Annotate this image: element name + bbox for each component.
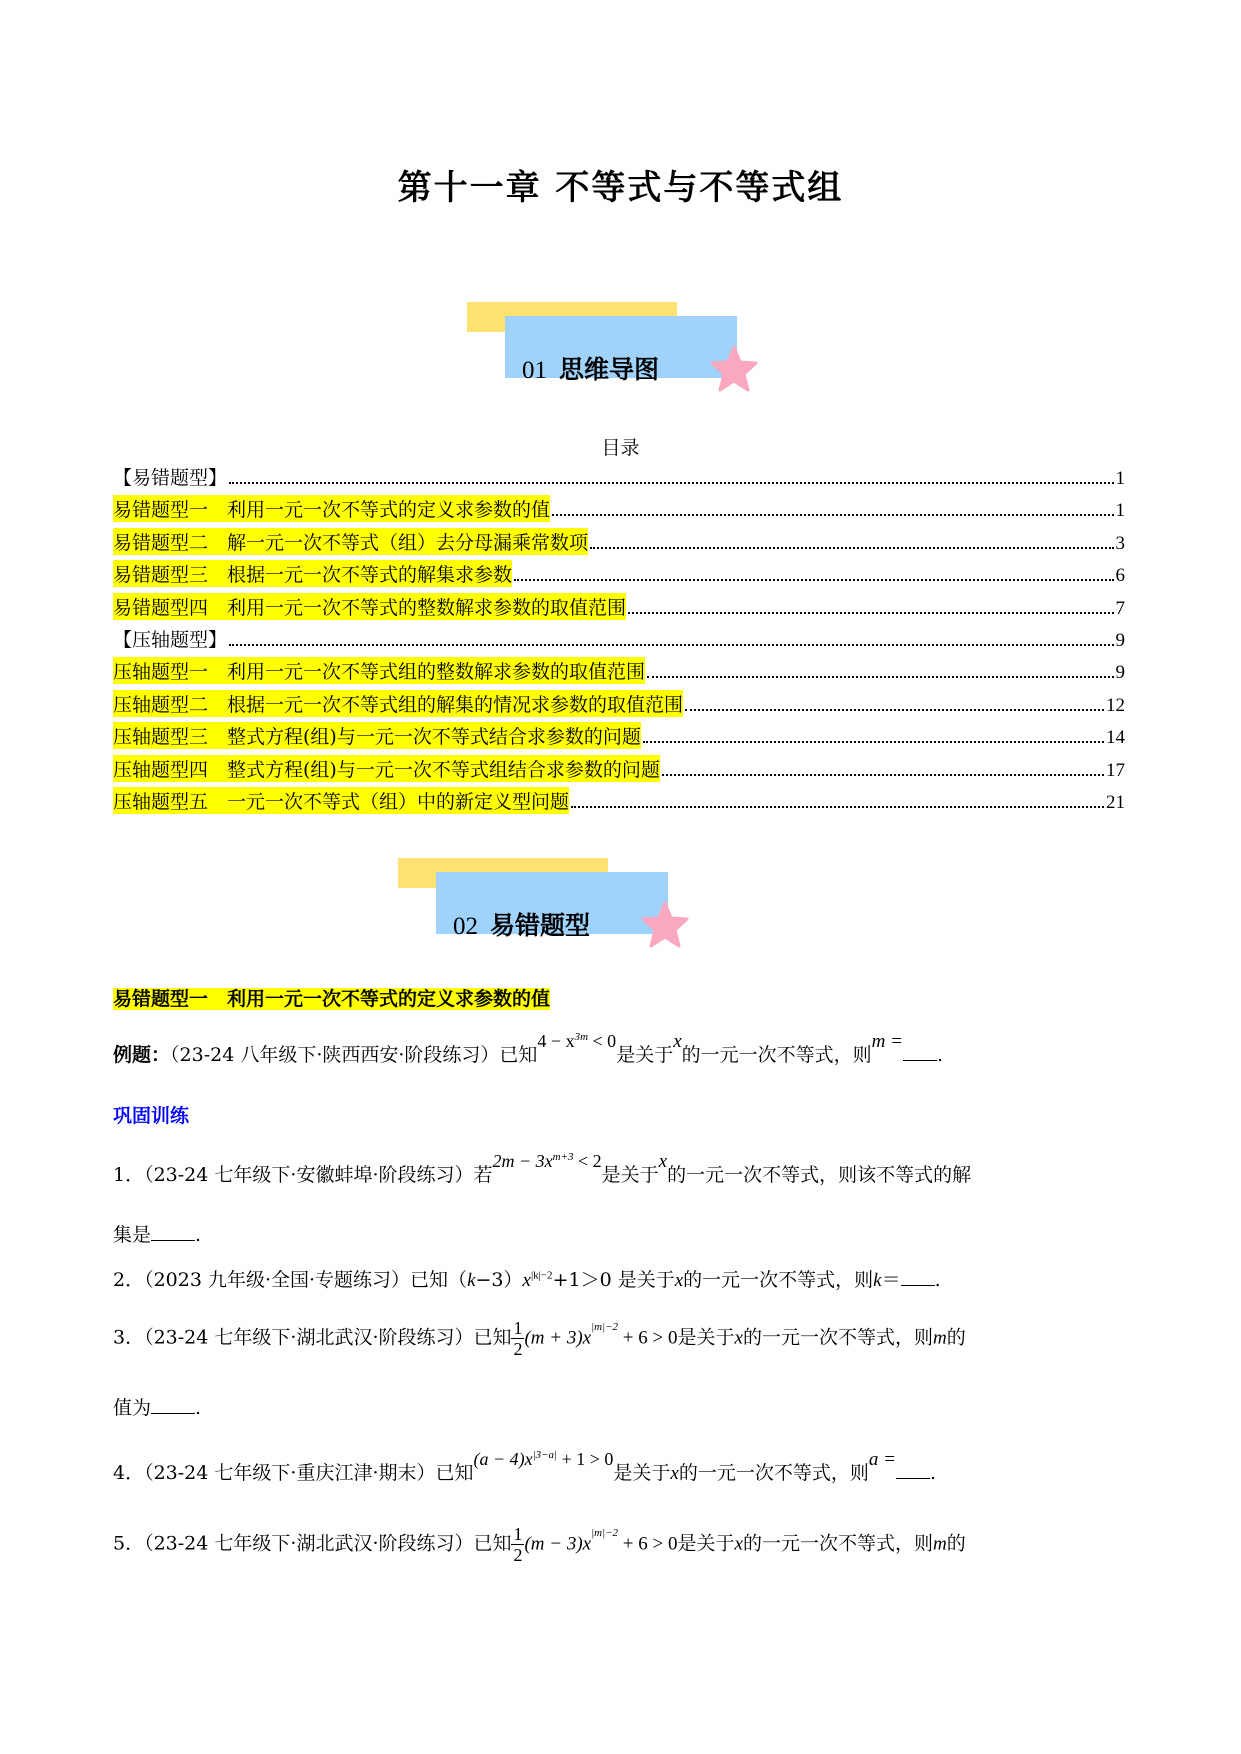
toc-leader-dots [514,579,1113,581]
badge-heading: 思维导图 [559,355,660,384]
question-2: 2．（2023 九年级·全国·专题练习）已知$(k-3)x^{|k|-2}+1>0$ 是关于x的一元一次不等式，则k＝ . [113,1269,941,1291]
toc-leader-dots [643,741,1104,743]
toc-leader-dots [662,774,1104,776]
toc-row[interactable] [113,654,1125,684]
q4-math: $(a - 4)x^{|3-a|} + 1 > 0$ [473,1449,614,1469]
toc-entry-label[interactable]: 【压轴题型】 [113,629,228,651]
toc-page-number: 9 [1115,630,1125,651]
answer-blank[interactable] [151,1222,195,1241]
question-1: 1．（23-24 七年级下·安徽蚌埠·阶段练习）若$2m - 3x^{m+3} < 2$是关于x的一元一次不等式，则该不等式的解 [113,1151,972,1186]
toc-leader-dots [628,612,1113,614]
toc-entry-label[interactable]: 易错题型四 利用一元一次不等式的整数解求参数的取值范围 [113,593,626,620]
example-math: $4 - x^{3m} < 0$ [537,1031,617,1051]
toc-title: 目录 [601,437,640,459]
toc-leader-dots [685,709,1104,711]
section-badge-error-prone [398,858,698,958]
toc-entry-label[interactable]: 压轴题型五 一元一次不等式（组）中的新定义型问题 [113,787,569,814]
toc-page-number: 21 [1106,792,1125,813]
question-3: 3．（23-24 七年级下·湖北武汉·阶段练习）已知 $\frac{1}{2}$ $(m + 3)x^{|m|-2} + 6 > 0$是关于x的一元一次不等式，则m的 [113,1318,966,1359]
section-badge-mindmap [467,302,767,402]
badge-number: 01 [522,357,547,384]
toc-row[interactable] [113,460,1125,490]
question-3-cont: 值为 . [113,1397,202,1419]
toc-leader-dots [229,644,1113,646]
toc-entry-label[interactable]: 易错题型三 根据一元一次不等式的解集求参数 [113,560,512,587]
toc-entry-label[interactable]: 【易错题型】 [113,467,228,489]
example-question: 例题：（23-24 八年级下·陕西西安·阶段练习）已知$4 - x^{3m} < 0$是关于x的一元一次不等式，则m =. [113,1031,943,1066]
toc-page-number: 14 [1106,727,1125,749]
badge-text [522,350,659,386]
toc-leader-dots [552,514,1113,516]
toc-row[interactable] [113,719,1125,749]
question-5: 5．（23-24 七年级下·湖北武汉·阶段练习）已知 $\frac{1}{2}$ $(m - 3)x^{|m|-2} + 6 > 0$是关于x的一元一次不等式，则m的 [113,1524,966,1565]
toc-entry-label[interactable]: 易错题型二 解一元一次不等式（组）去分母漏乘常数项 [113,528,588,555]
fraction: $\frac{1}{2}$ [513,1524,523,1565]
toc-entry-label[interactable]: 压轴题型四 整式方程(组)与一元一次不等式组结合求参数的问题 [113,755,660,782]
toc-entry-label[interactable]: 压轴题型二 根据一元一次不等式组的解集的情况求参数的取值范围 [113,690,683,717]
toc-row[interactable] [113,492,1125,522]
toc-page-number: 17 [1106,759,1125,781]
toc-entry-label[interactable]: 压轴题型三 整式方程(组)与一元一次不等式结合求参数的问题 [113,722,641,749]
toc-page-number: 7 [1115,597,1125,619]
star-icon [709,344,759,394]
toc-page-number: 12 [1106,694,1125,716]
chapter-title: 第十一章 不等式与不等式组 [397,168,844,208]
practice-label: 巩固训练 [113,1105,190,1127]
toc-row[interactable] [113,687,1125,717]
toc-leader-dots [571,806,1104,808]
toc-page-number: 1 [1115,468,1125,489]
question-1-cont: 集是 . [113,1224,202,1246]
toc-row[interactable] [113,622,1125,652]
toc-row[interactable] [113,590,1125,620]
toc-page-number: 6 [1115,565,1125,587]
toc-row[interactable] [113,752,1125,782]
toc-row[interactable] [113,784,1125,814]
badge-heading: 易错题型 [490,911,591,940]
badge-number: 02 [453,913,478,940]
toc-leader-dots [590,547,1113,549]
section-heading: 易错题型一 利用一元一次不等式的定义求参数的值 [113,988,551,1010]
toc-leader-dots [229,482,1113,484]
table-of-contents [113,460,1125,820]
answer-blank[interactable] [903,1042,937,1061]
answer-blank[interactable] [896,1460,930,1479]
toc-page-number: 3 [1115,532,1125,554]
toc-page-number: 1 [1115,500,1125,522]
question-4: 4．（23-24 七年级下·重庆江津·期末）已知$(a - 4)x^{|3-a|} + 1 > 0$是关于x的一元一次不等式，则a =. [113,1449,936,1484]
toc-leader-dots [647,676,1113,678]
q1-math: $2m - 3x^{m+3} < 2$ [492,1151,602,1171]
answer-blank[interactable] [901,1267,935,1286]
answer-blank[interactable] [151,1395,195,1414]
example-source: （23-24 八年级下·陕西西安·阶段练习）已知 [170,1044,538,1066]
toc-page-number: 9 [1115,662,1125,684]
toc-row[interactable] [113,557,1125,587]
toc-row[interactable] [113,525,1125,555]
toc-entry-label[interactable]: 易错题型一 利用一元一次不等式的定义求参数的值 [113,495,550,522]
example-label: 例题： [113,1044,171,1066]
toc-entry-label[interactable]: 压轴题型一 利用一元一次不等式组的整数解求参数的取值范围 [113,657,645,684]
fraction: $\frac{1}{2}$ [513,1318,523,1359]
star-icon [640,900,690,950]
badge-text [453,906,590,942]
